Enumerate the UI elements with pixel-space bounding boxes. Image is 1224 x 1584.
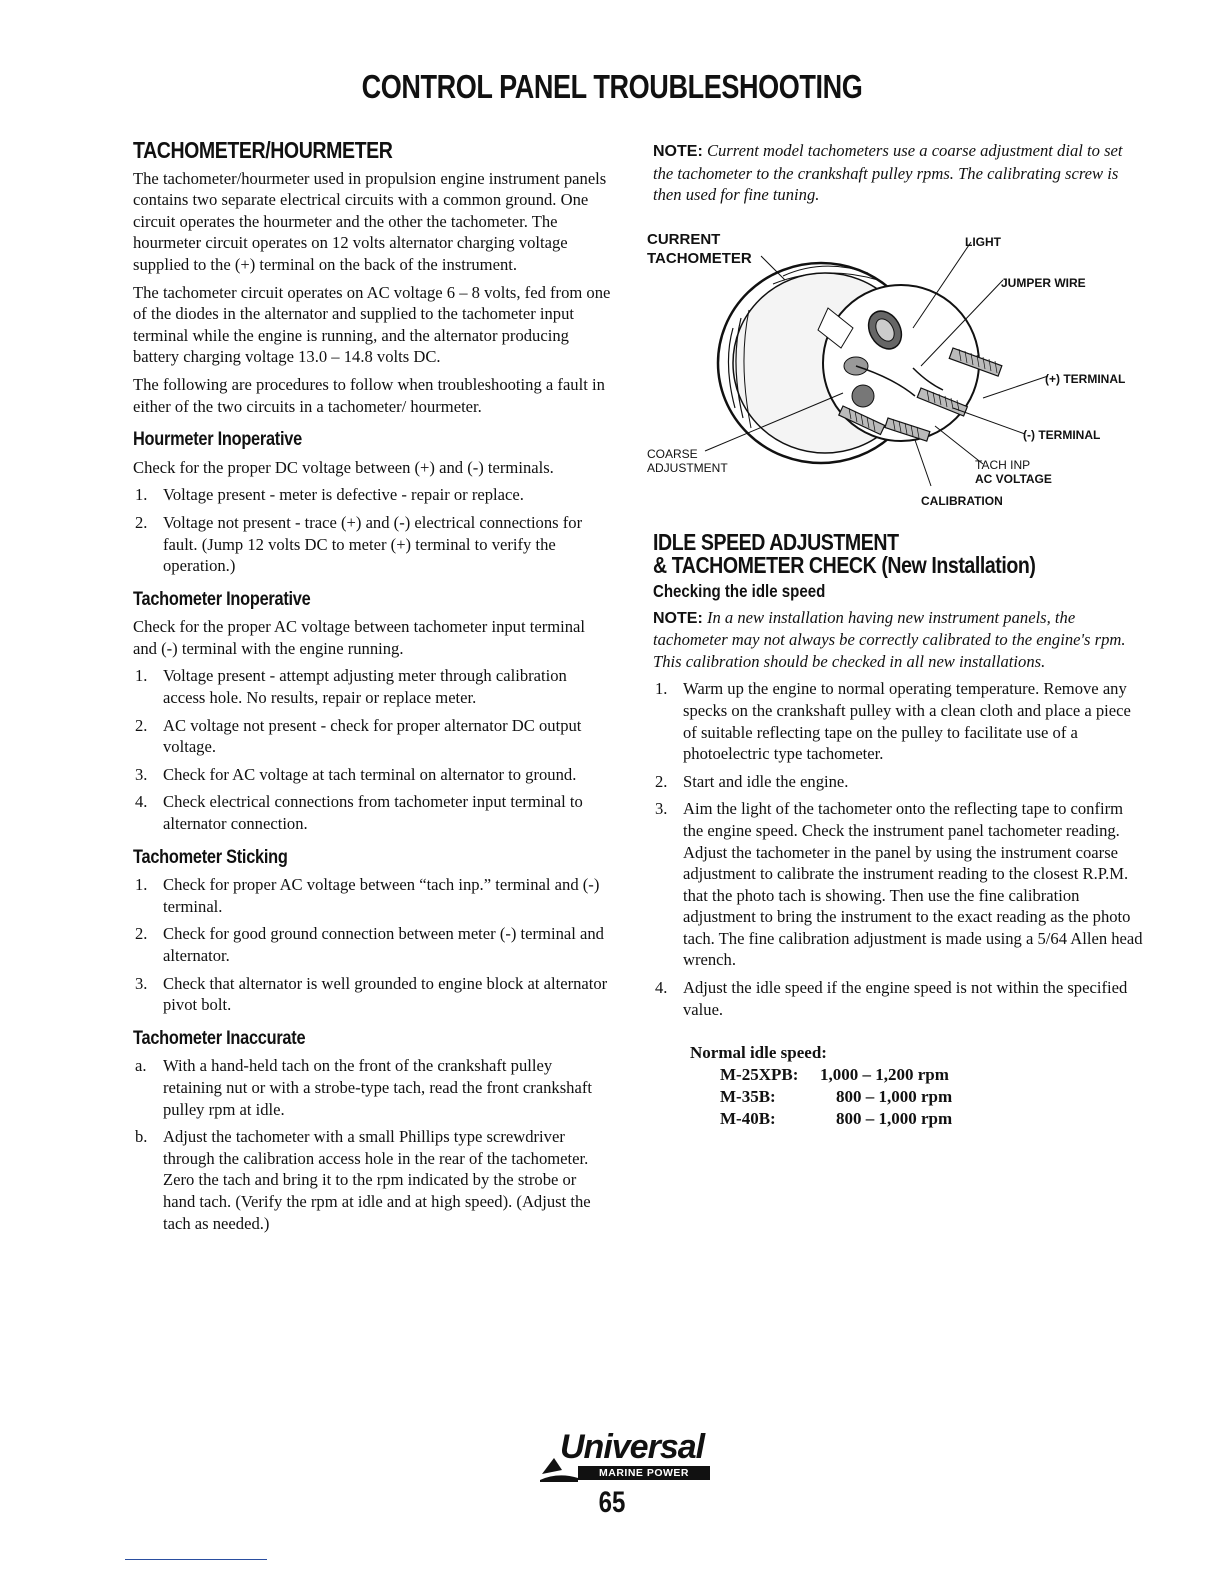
footnote-rule — [125, 1559, 267, 1560]
list-item: 3. Check that alternator is well grounded to engine block at alternator pivot bolt. — [135, 973, 608, 1015]
list-item: 1. Check for proper AC voltage between “tach inp.” terminal and (-) terminal. — [135, 875, 600, 916]
note-text: Current model tachometers use a coarse adjustment dial to set the tachometer to the crankshaft pulley rpms. The calibrating screw is then used for fine tuning. — [653, 141, 1123, 205]
list-item: 3. Aim the light of the tachometer onto the reflecting tape to confirm the engine speed. Check the instrument panel tachometer reading. Adjust the tachometer in the panel by using the instrument coarse adjustment to calibrate the instrument reading to the closest R.P.M. that the photo tach is showing. Then use the fine calibration adjustment to bring the instrument to the exact reading as the photo tach. The fine calibration adjustment is made using a 5/64 Allen head wrench. — [655, 799, 1143, 970]
list-item: 2. AC voltage not present - check for proper alternator DC output voltage. — [135, 715, 582, 757]
jumper-wire-label: JUMPER WIRE — [1001, 275, 1086, 290]
tachometer-inoperative-list — [133, 665, 611, 834]
list-item: 2. Check for good ground connection between meter (-) terminal and alternator. — [135, 924, 604, 965]
hourmeter-inoperative-list — [133, 484, 611, 576]
hourmeter-inoperative-heading: Hourmeter Inoperative — [133, 429, 302, 451]
current-tachometer-label: CURRENT — [647, 230, 721, 248]
table-row: M-25XPB: 1,000 – 1,200 rpm — [720, 1065, 949, 1085]
coarse-adjustment-label: ADJUSTMENT — [647, 460, 728, 475]
light-label: LIGHT — [965, 234, 1001, 249]
tachometer-inaccurate-heading: Tachometer Inaccurate — [133, 1027, 306, 1049]
plus-terminal-label: (+) TERMINAL — [1045, 371, 1126, 386]
note-text: In a new installation having new instrument panels, the tachometer may not always be correctly calibrated to the engine's rpm. This calibration should be checked in all new installations. — [653, 607, 1126, 671]
tachometer-inaccurate-list — [133, 1055, 611, 1234]
page-number: 65 — [598, 1486, 626, 1519]
table-row: M-40B: 800 – 1,000 rpm — [720, 1109, 953, 1129]
idle-speed-table — [690, 1042, 1143, 1130]
page-title: CONTROL PANEL TROUBLESHOOTING — [361, 68, 863, 105]
list-item: 1. Voltage present - meter is defective - repair or replace. — [135, 485, 524, 505]
tachometer-check-heading: & TACHOMETER CHECK (New Installation) — [653, 552, 1036, 579]
tachometer-sticking-heading: Tachometer Sticking — [133, 846, 288, 868]
checking-idle-speed-heading: Checking the idle speed — [653, 580, 826, 601]
note-current-model — [653, 140, 1143, 206]
list-item: 2. Voltage not present - trace (+) and (-) electrical connections for fault. (Jump 12 volts DC to meter (+) terminal to verify the operation.) — [135, 512, 583, 576]
intro-paragraph: The tachometer/hourmeter used in propulsion engine instrument panels contains two separate electrical circuits with a common ground. One circuit operates the hourmeter and the other the tachometer. The hourmeter circuit operates on 12 volts alternator charging voltage supplied to the (+) terminal on the back of the instrument. — [133, 168, 607, 274]
list-item: 2. Start and idle the engine. — [655, 771, 849, 791]
current-tachometer-label: TACHOMETER — [647, 249, 752, 267]
list-item: 1. Warm up the engine to normal operating temperature. Remove any specks on the crankshaft pulley with a clean cloth and place a piece of suitable reflecting tape on the pulley to facilitate use of a photoelectric type tachometer. — [655, 679, 1131, 764]
ac-voltage-label: AC VOLTAGE — [975, 471, 1052, 486]
list-item: b. Adjust the tachometer with a small Phillips type screwdriver through the calibration access hole in the rear of the tachometer. Zero the tach and bring it to the rpm indicated by the strobe or hand tach. (Verify the rpm at idle and at high speed). (Adjust the tach as needed.) — [135, 1127, 591, 1233]
idle-speed-label: Normal idle speed: — [690, 1043, 827, 1063]
hourmeter-inoperative-text: Check for the proper DC voltage between (+) and (-) terminals. — [133, 457, 554, 477]
logo-subtitle: MARINE POWER — [578, 1466, 710, 1480]
note-new-installation — [653, 607, 1143, 673]
intro-paragraph: The following are procedures to follow when troubleshooting a fault in either of the two circuits in a tachometer/ hourmeter. — [133, 374, 605, 416]
tachometer-hourmeter-heading: TACHOMETER/HOURMETER — [133, 137, 393, 163]
list-item: 1. Voltage present - attempt adjusting meter through calibration access hole. No results, repair or replace meter. — [135, 666, 567, 708]
idle-speed-heading: IDLE SPEED ADJUSTMENT — [653, 528, 899, 555]
tachometer-inoperative-text: Check for the proper AC voltage between tachometer input terminal and (-) terminal with the engine running. — [133, 617, 586, 658]
list-item: a. With a hand-held tach on the front of the crankshaft pulley retaining nut or with a strobe-type tach, read the front crankshaft pulley rpm at idle. — [135, 1056, 592, 1119]
tachometer-sticking-list — [133, 874, 611, 1016]
list-item: 4. Check electrical connections from tachometer input terminal to alternator connection. — [135, 792, 583, 834]
calibration-label: CALIBRATION — [921, 493, 1003, 508]
minus-terminal-label: (-) TERMINAL — [1023, 427, 1101, 442]
note-label: NOTE: — [653, 609, 703, 627]
right-column — [647, 140, 1143, 1130]
universal-logo — [538, 1430, 713, 1482]
note-label: NOTE: — [653, 143, 703, 160]
list-item: 3. Check for AC voltage at tach terminal on alternator to ground. — [135, 764, 577, 784]
tachometer-inoperative-heading: Tachometer Inoperative — [133, 588, 311, 610]
coarse-adjustment-label: COARSE — [647, 446, 698, 461]
tach-inp-label: TACH INP — [975, 457, 1031, 472]
tachometer-diagram — [647, 218, 1143, 518]
table-row: M-35B: 800 – 1,000 rpm — [720, 1087, 953, 1107]
logo-text: Universal — [560, 1428, 705, 1466]
intro-paragraph: The tachometer circuit operates on AC voltage 6 – 8 volts, fed from one of the diodes in the alternator and supplied to the tachometer input terminal while the engine is running, and the alternator producing battery charging voltage 13.0 – 14.8 volts DC. — [133, 282, 611, 367]
left-column — [133, 137, 611, 1240]
list-item: 4. Adjust the idle speed if the engine speed is not within the specified value. — [655, 978, 1128, 1019]
idle-speed-steps — [653, 678, 1143, 1020]
